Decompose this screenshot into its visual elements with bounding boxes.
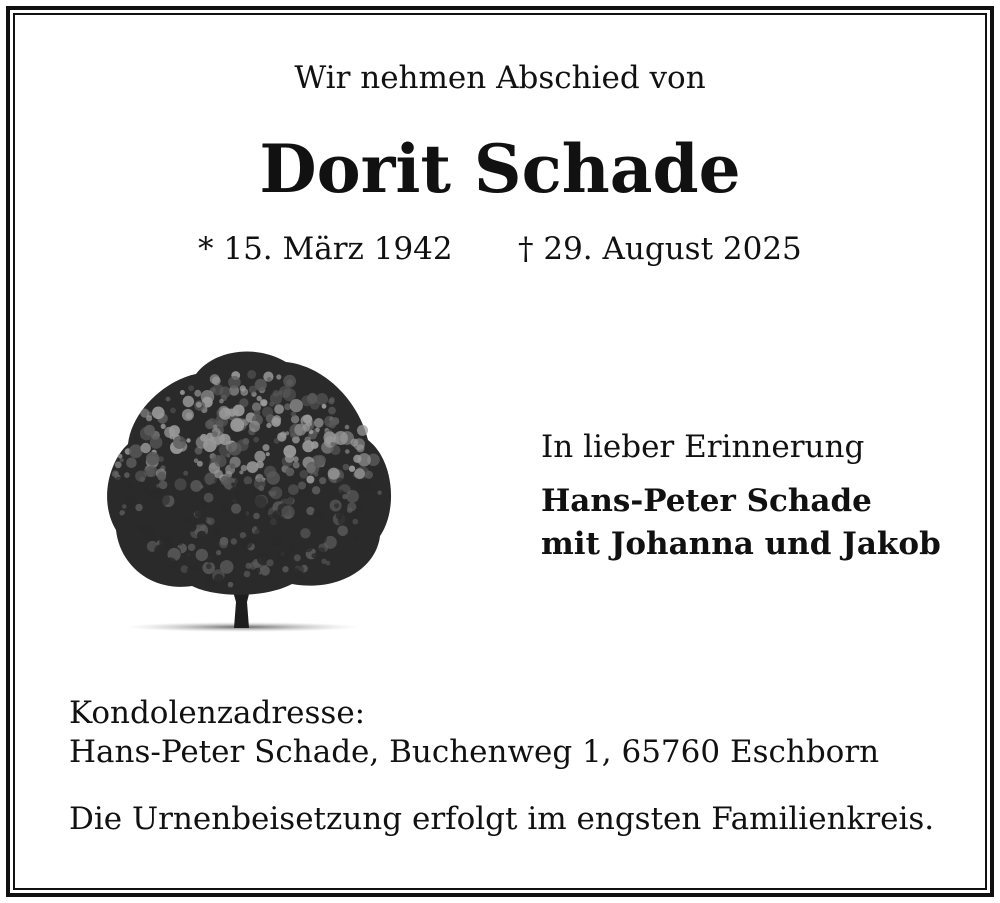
tree-leaf-cluster xyxy=(142,496,155,509)
tree-leaf-cluster xyxy=(347,502,356,511)
tree-leaf-cluster xyxy=(129,497,137,505)
tree-leaf-cluster xyxy=(266,471,280,485)
tree-leaf-cluster xyxy=(186,438,190,442)
tree-leaf-cluster xyxy=(241,561,246,566)
tree-leaf-cluster xyxy=(183,396,194,407)
tree-leaf-cluster xyxy=(122,504,127,509)
tree-leaf-cluster xyxy=(214,455,226,467)
tree-leaf-cluster xyxy=(112,470,119,477)
tree-leaf-cluster xyxy=(150,436,163,449)
tree-leaf-cluster xyxy=(214,527,222,535)
tree-leaf-cluster xyxy=(129,444,143,458)
tree-leaf-cluster xyxy=(206,564,212,570)
tree-leaf-cluster xyxy=(220,504,231,515)
tree-leaf-cluster xyxy=(240,388,248,396)
tree-leaf-cluster xyxy=(315,428,320,433)
tree-leaf-cluster xyxy=(228,582,234,588)
tree-leaf-cluster xyxy=(231,538,237,544)
tree-leaf-cluster xyxy=(239,470,243,474)
condolence-label: Kondolenzadresse: xyxy=(69,695,366,731)
tree-leaf-cluster xyxy=(278,549,290,561)
tree-leaf-cluster xyxy=(190,480,202,492)
tree-leaf-cluster xyxy=(274,404,284,414)
tree-leaf-cluster xyxy=(233,559,237,563)
tree-leaf-cluster xyxy=(213,424,217,428)
burial-note: Die Urnenbeisetzung erfolgt im engsten Familienkreis. xyxy=(69,801,935,837)
tree-leaf-cluster xyxy=(291,526,296,531)
tree-leaf-cluster xyxy=(250,573,255,578)
tree-leaf-cluster xyxy=(294,424,306,436)
tree-leaf-cluster xyxy=(294,554,301,561)
tree-leaf-cluster xyxy=(126,482,134,490)
tree-leaf-cluster xyxy=(316,393,328,405)
tree-leaf-cluster xyxy=(120,514,134,528)
tree-leaf-cluster xyxy=(319,477,326,484)
tree-leaf-cluster xyxy=(135,504,142,511)
tree-leaf-cluster xyxy=(343,464,350,471)
tree-leaf-cluster xyxy=(253,513,260,520)
tree-leaf-cluster xyxy=(272,415,281,424)
tree-leaf-cluster xyxy=(194,390,201,397)
tree-leaf-cluster xyxy=(356,503,363,510)
tree-leaf-cluster xyxy=(146,452,159,465)
tree-leaf-cluster xyxy=(334,431,348,445)
birth-date: * 15. März 1942 xyxy=(198,231,453,267)
tree-leaf-cluster xyxy=(324,436,336,448)
tree-leaf-cluster xyxy=(228,442,242,456)
tree-leaf-cluster xyxy=(118,454,123,459)
tree-leaf-cluster xyxy=(293,456,299,462)
tree-leaf-cluster xyxy=(286,468,295,477)
tree-leaf-cluster xyxy=(306,462,319,475)
tree-leaf-cluster xyxy=(126,458,137,469)
tree-leaf-cluster xyxy=(238,521,248,531)
tree-leaf-cluster xyxy=(346,490,359,503)
tree-leaf-cluster xyxy=(283,375,296,388)
tree-leaf-cluster xyxy=(254,478,266,490)
tree-leaf-cluster xyxy=(357,425,368,436)
tree-leaf-cluster xyxy=(120,458,124,462)
tree-leaf-cluster xyxy=(255,379,267,391)
tree-leaf-cluster xyxy=(377,491,381,495)
tree-leaf-cluster xyxy=(315,550,321,556)
tree-icon xyxy=(96,340,402,640)
tree-leaf-cluster xyxy=(180,390,185,395)
tree-leaf-cluster xyxy=(210,483,218,491)
tree-leaf-cluster xyxy=(244,476,253,485)
tree-leaf-cluster xyxy=(353,534,359,540)
tree-leaf-cluster xyxy=(266,423,271,428)
tree-leaf-cluster xyxy=(157,472,166,481)
tree-leaf-cluster xyxy=(302,499,308,505)
tree-leaf-cluster xyxy=(183,471,188,476)
tree-leaf-cluster xyxy=(322,404,327,409)
tree-leaf-cluster xyxy=(254,496,267,509)
tree-leaf-cluster xyxy=(282,566,288,572)
tree-leaf-cluster xyxy=(183,516,190,523)
tree-leaf-cluster xyxy=(254,410,261,417)
tree-leaf-cluster xyxy=(331,417,339,425)
tree-leaf-cluster xyxy=(212,376,221,385)
tree-crown xyxy=(107,352,391,595)
tree-leaf-cluster xyxy=(345,425,350,430)
tree-leaf-cluster xyxy=(220,560,234,574)
tree-leaf-cluster xyxy=(266,514,279,527)
tree-leaf-cluster xyxy=(353,438,365,450)
tree-leaf-cluster xyxy=(230,463,235,468)
tree-leaf-cluster xyxy=(330,442,334,446)
tree-leaf-cluster xyxy=(233,491,242,500)
tree-leaf-cluster xyxy=(211,539,216,544)
tree-leaf-cluster xyxy=(241,537,253,549)
tree-leaf-cluster xyxy=(195,508,205,518)
tree-leaf-cluster xyxy=(212,431,218,437)
tree-leaf-cluster xyxy=(365,471,373,479)
tree-leaf-cluster xyxy=(229,546,238,555)
tree-leaf-cluster xyxy=(275,564,282,571)
tree-leaf-cluster xyxy=(254,451,265,462)
tree-leaf-cluster xyxy=(158,490,162,494)
tree-leaf-cluster xyxy=(216,550,221,555)
tree-leaf-cluster xyxy=(124,472,130,478)
tree-leaf-cluster xyxy=(214,574,224,584)
tree-leaf-cluster xyxy=(302,440,314,452)
tree-leaf-cluster xyxy=(186,412,193,419)
tree-leaf-cluster xyxy=(216,420,223,427)
tree-leaf-cluster xyxy=(244,484,254,494)
tree-leaf-cluster xyxy=(219,408,231,420)
tree-leaf-cluster xyxy=(263,444,270,451)
death-date: † 29. August 2025 xyxy=(518,231,802,267)
tree-leaf-cluster xyxy=(231,504,241,514)
tree-leaf-cluster xyxy=(144,425,155,436)
tree-leaf-cluster xyxy=(155,506,161,512)
tree-leaf-cluster xyxy=(188,544,195,551)
tree-leaf-cluster xyxy=(364,499,378,513)
tree-leaf-cluster xyxy=(174,478,186,490)
tree-leaf-cluster xyxy=(198,498,203,503)
tree-leaf-cluster xyxy=(242,419,249,426)
tree-leaf-cluster xyxy=(220,537,229,546)
tree-leaf-cluster xyxy=(206,505,220,519)
tree-leaf-cluster xyxy=(219,434,230,445)
tree-leaf-cluster xyxy=(114,476,124,486)
tree-leaf-cluster xyxy=(367,520,371,524)
tree-leaf-cluster xyxy=(276,374,281,379)
deceased-name: Dorit Schade xyxy=(259,130,741,208)
tree-leaf-cluster xyxy=(345,449,350,454)
tree-leaf-cluster xyxy=(247,461,259,473)
mourner-name: Hans-Peter Schade xyxy=(541,483,872,519)
tree-leaf-cluster xyxy=(352,519,358,525)
tree-leaf-cluster xyxy=(321,559,326,564)
tree-leaf-cluster xyxy=(313,509,323,519)
tree-leaf-cluster xyxy=(327,486,336,495)
condolence-address: Hans-Peter Schade, Buchenweg 1, 65760 Eschborn xyxy=(69,734,880,770)
tree-leaf-cluster xyxy=(196,436,209,449)
tree-leaf-cluster xyxy=(260,566,270,576)
tree-leaf-cluster xyxy=(363,482,373,492)
tree-leaf-cluster xyxy=(337,526,348,537)
tree-leaf-cluster xyxy=(255,545,262,552)
tree-leaf-cluster xyxy=(158,456,164,462)
tree-leaf-cluster xyxy=(230,418,244,432)
tree-leaf-cluster xyxy=(281,506,294,519)
tree-leaf-cluster xyxy=(152,407,165,420)
tree-leaf-cluster xyxy=(334,503,339,508)
farewell-intro: Wir nehmen Abschied von xyxy=(294,60,706,96)
tree-leaf-cluster xyxy=(201,390,215,404)
memory-intro: In lieber Erinnerung xyxy=(541,429,865,465)
tree-leaf-cluster xyxy=(188,385,194,391)
tree-leaf-cluster xyxy=(270,487,283,500)
tree-leaf-cluster xyxy=(282,494,294,506)
tree-leaf-cluster xyxy=(141,443,151,453)
tree-leaf-cluster xyxy=(196,402,202,408)
tree-leaf-cluster xyxy=(328,468,340,480)
tree-leaf-cluster xyxy=(173,436,186,449)
tree-leaf-cluster xyxy=(187,568,192,573)
tree-leaf-cluster xyxy=(353,455,361,463)
tree-leaf-cluster xyxy=(160,557,172,569)
tree-leaf-cluster xyxy=(321,516,327,522)
tree-leaf-cluster xyxy=(247,370,256,379)
tree-leaf-cluster xyxy=(336,512,343,519)
tree-leaf-cluster xyxy=(285,405,290,410)
tree-leaf-cluster xyxy=(197,531,207,541)
tree-leaf-cluster xyxy=(191,565,198,572)
tree-leaf-cluster xyxy=(280,431,287,438)
tree-leaf-cluster xyxy=(253,437,259,443)
tree-leaf-cluster xyxy=(247,552,252,557)
tree-leaf-cluster xyxy=(306,476,314,484)
tree-leaf-cluster xyxy=(288,484,299,495)
tree-leaf-cluster xyxy=(307,393,318,404)
tree-leaf-cluster xyxy=(135,471,146,482)
tree-leaf-cluster xyxy=(328,398,334,404)
tree-leaf-cluster xyxy=(290,399,303,412)
tree-leaf-cluster xyxy=(219,399,224,404)
tree-leaf-cluster xyxy=(314,418,324,428)
tree-leaf-cluster xyxy=(328,407,336,415)
tree-leaf-cluster xyxy=(207,518,215,526)
tree-leaf-cluster xyxy=(169,425,180,436)
tree-leaf-cluster xyxy=(158,494,170,506)
tree-leaf-cluster xyxy=(315,532,327,544)
tree-leaf-cluster xyxy=(152,516,159,523)
tree-leaf-cluster xyxy=(161,517,174,530)
tree-leaf-cluster xyxy=(310,561,319,570)
tree-leaf-cluster xyxy=(249,421,260,432)
tree-leaf-cluster xyxy=(290,568,300,578)
tree-leaf-cluster xyxy=(170,408,176,414)
tree-leaf-cluster xyxy=(345,539,356,550)
tree-leaf-cluster xyxy=(178,504,189,515)
tree-leaf-cluster xyxy=(145,528,157,540)
tree-leaf-cluster xyxy=(283,445,296,458)
tree-leaf-cluster xyxy=(267,559,274,566)
tree-leaf-cluster xyxy=(178,541,183,546)
tree-leaf-cluster xyxy=(244,571,251,578)
tree-leaf-cluster xyxy=(269,402,274,407)
tree-leaf-cluster xyxy=(115,461,122,468)
tree-leaf-cluster xyxy=(154,544,167,557)
tree-leaf-cluster xyxy=(312,486,320,494)
tree-leaf-cluster xyxy=(183,551,193,561)
tree-leaf-cluster xyxy=(197,461,203,467)
tree-leaf-cluster xyxy=(303,542,313,552)
tree-leaf-cluster xyxy=(228,376,241,389)
tree-leaf-cluster xyxy=(266,452,270,456)
tree-leaf-cluster xyxy=(306,421,312,427)
tree-leaf-cluster xyxy=(144,486,149,491)
tree-leaf-cluster xyxy=(293,462,300,469)
tree-leaf-cluster xyxy=(267,377,272,382)
tree-leaf-cluster xyxy=(175,513,181,519)
tree-leaf-cluster xyxy=(178,532,185,539)
tree-leaf-cluster xyxy=(300,528,310,538)
tree-leaf-cluster xyxy=(291,411,296,416)
tree-leaf-cluster xyxy=(196,549,208,561)
tree-leaf-cluster xyxy=(349,466,355,472)
tree-leaf-cluster xyxy=(298,482,306,490)
tree-leaf-cluster xyxy=(235,478,244,487)
tree-leaf-cluster xyxy=(166,397,171,402)
tree-leaf-cluster xyxy=(256,461,264,469)
mourner-family: mit Johanna und Jakob xyxy=(541,526,941,562)
tree-leaf-cluster xyxy=(283,388,296,401)
tree-leaf-cluster xyxy=(219,386,230,397)
tree-leaf-cluster xyxy=(300,470,309,479)
tree-leaf-cluster xyxy=(336,478,344,486)
tree-leaf-cluster xyxy=(159,481,168,490)
tree-leaf-cluster xyxy=(146,415,152,421)
tree-leaf-cluster xyxy=(198,504,203,509)
tree-leaf-cluster xyxy=(161,424,166,429)
tree-leaf-cluster xyxy=(260,399,267,406)
tree-leaf-cluster xyxy=(354,468,365,479)
tree-leaf-cluster xyxy=(187,523,196,532)
tree-leaf-cluster xyxy=(272,535,283,546)
